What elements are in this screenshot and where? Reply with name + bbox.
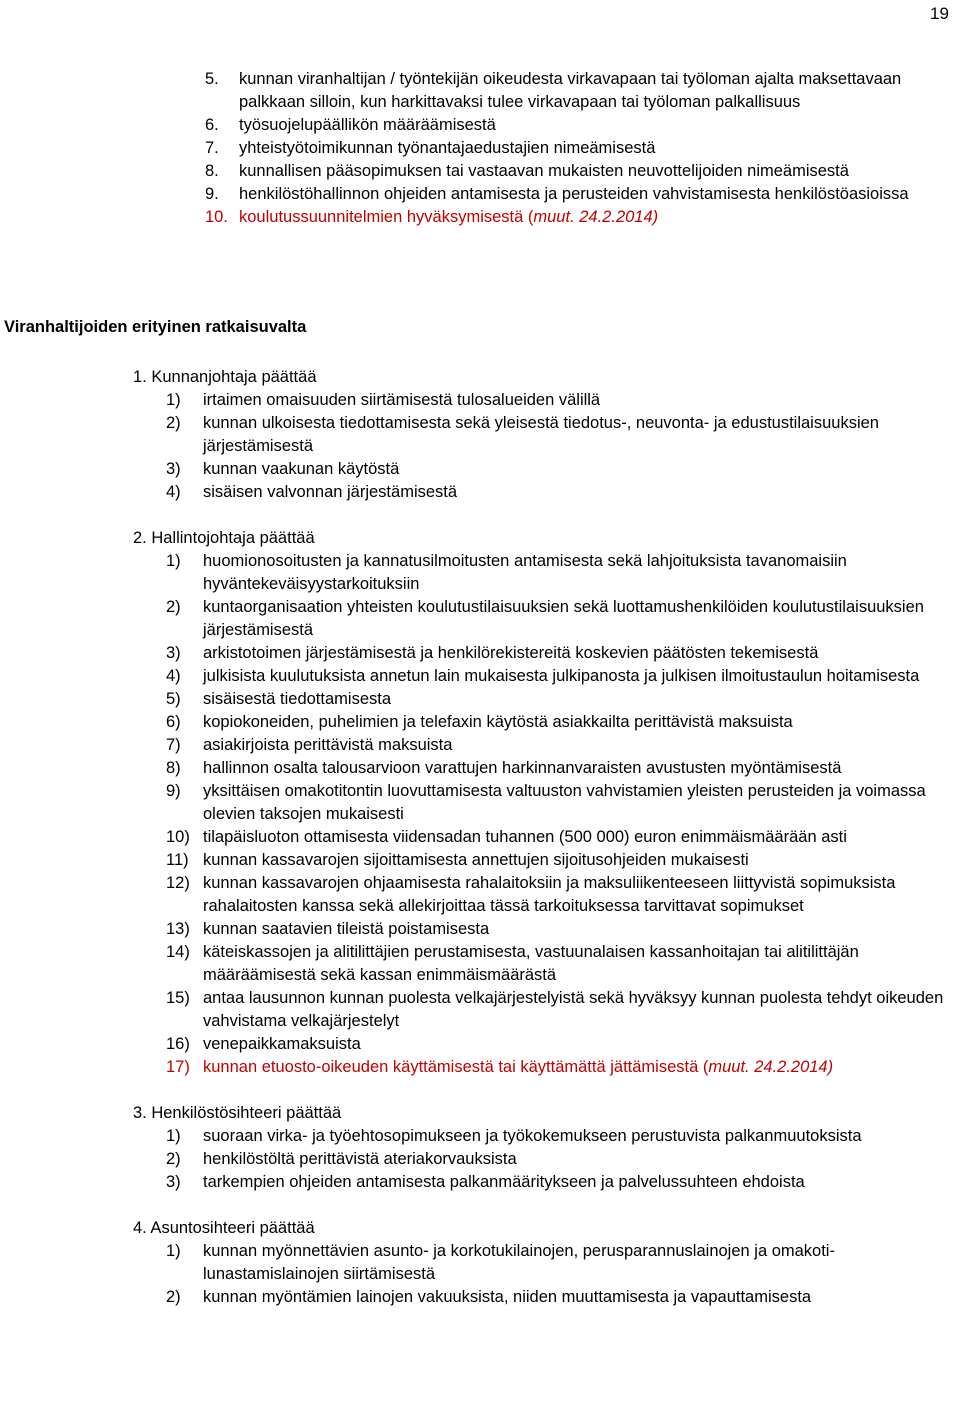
item-number: 15) xyxy=(166,989,190,1007)
item-text: kunnallisen pääsopimuksen tai vastaavan mukaisten neuvottelijoiden nimeämisestä xyxy=(239,162,849,180)
list-item xyxy=(0,1125,960,1148)
item-number: 4) xyxy=(166,483,181,501)
item-number: 5) xyxy=(166,690,181,708)
item-text: koulutussuunnitelmien hyväksymisestä ( xyxy=(239,208,534,226)
amendment-note: muut. 24.2.2014) xyxy=(533,208,659,226)
item-number: 14) xyxy=(166,943,190,961)
item-number: 9. xyxy=(205,185,219,203)
item-text: kunnan myöntämien lainojen vakuuksista, niiden muuttamisesta ja vapauttamisesta xyxy=(203,1288,812,1306)
item-number: 3) xyxy=(166,460,181,478)
item-text: kunnan kassavarojen ohjaamisesta rahalaitoksiin ja maksuliikenteeseen liittyvistä sopimuksista rahalaitosten kanssa sekä allekirjoittaa tässä tarkoituksessa tarvittavat sopimukset xyxy=(203,874,896,915)
item-text: sisäisestä tiedottamisesta xyxy=(203,690,392,708)
group-title: 2. Hallintojohtaja päättää xyxy=(133,529,315,547)
list-item xyxy=(0,412,960,458)
page-number: 19 xyxy=(930,4,949,23)
section-heading: Viranhaltijoiden erityinen ratkaisuvalta xyxy=(4,318,307,336)
list-item xyxy=(0,826,960,849)
list-item xyxy=(0,458,960,481)
item-text: yksittäisen omakotitontin luovuttamisesta valtuuston vahvistamien yleisten perusteiden ja voimassa olevien taksojen mukaisesti xyxy=(203,782,926,823)
group-title: 1. Kunnanjohtaja päättää xyxy=(133,368,317,386)
item-number: 2) xyxy=(166,598,181,616)
list-item xyxy=(0,137,960,160)
item-text: henkilöstöltä perittävistä ateriakorvauksista xyxy=(203,1150,517,1168)
item-number: 13) xyxy=(166,920,190,938)
list-item xyxy=(0,757,960,780)
group-items xyxy=(0,550,960,1079)
item-text: kunnan saatavien tileistä poistamisesta xyxy=(203,920,490,938)
item-text: irtaimen omaisuuden siirtämisestä tulosalueiden välillä xyxy=(203,391,601,409)
item-number: 17) xyxy=(166,1058,190,1076)
item-number: 4) xyxy=(166,667,181,685)
item-text: yhteistyötoimikunnan työnantajaedustajien nimeämisestä xyxy=(239,139,656,157)
item-number: 2) xyxy=(166,414,181,432)
authority-group xyxy=(0,1217,960,1309)
group-items xyxy=(0,1240,960,1309)
list-item xyxy=(0,1240,960,1286)
item-text: julkisista kuulutuksista annetun lain mukaisesta julkipanosta ja julkisen ilmoitustaulun hoitamisesta xyxy=(203,667,920,685)
item-number: 16) xyxy=(166,1035,190,1053)
list-item xyxy=(0,1286,960,1309)
item-text: kopiokoneiden, puhelimien ja telefaxin käytöstä asiakkailta perittävistä maksuista xyxy=(203,713,793,731)
item-text: kunnan myönnettävien asunto- ja korkotukilainojen, perusparannuslainojen ja omakotilunastamislainojen siirtämisestä xyxy=(203,1242,835,1283)
amendment-note: muut. 24.2.2014) xyxy=(708,1058,834,1076)
list-item xyxy=(0,987,960,1033)
list-item xyxy=(0,550,960,596)
authority-group xyxy=(0,527,960,1079)
authority-groups xyxy=(0,366,960,1332)
group-title: 4. Asuntosihteeri päättää xyxy=(133,1219,315,1237)
item-number: 8) xyxy=(166,759,181,777)
item-text: kuntaorganisaation yhteisten koulutustilaisuuksien sekä luottamushenkilöiden koulutustilaisuuksien järjestämisestä xyxy=(203,598,924,639)
list-item xyxy=(0,160,960,183)
item-text: suoraan virka- ja työehtosopimukseen ja työkokemukseen perustuvista palkanmuutoksista xyxy=(203,1127,862,1145)
item-text: kunnan kassavarojen sijoittamisesta annettujen sijoitusohjeiden mukaisesti xyxy=(203,851,749,869)
list-item xyxy=(0,872,960,918)
item-number: 8. xyxy=(205,162,219,180)
list-item xyxy=(0,389,960,412)
item-text: tarkempien ohjeiden antamisesta palkanmääritykseen ja palvelussuhteen ehdoista xyxy=(203,1173,805,1191)
item-number: 2) xyxy=(166,1288,181,1306)
item-number: 10) xyxy=(166,828,190,846)
item-number: 7) xyxy=(166,736,181,754)
item-text: kunnan ulkoisesta tiedottamisesta sekä yleisestä tiedotus-, neuvonta- ja edustustilaisuuksien järjestämisestä xyxy=(203,414,879,455)
item-text: sisäisen valvonnan järjestämisestä xyxy=(203,483,458,501)
item-number: 5. xyxy=(205,70,219,88)
list-item xyxy=(0,780,960,826)
item-text: työsuojelupäällikön määräämisestä xyxy=(239,116,496,134)
item-number: 1) xyxy=(166,552,181,570)
delegation-list-continued xyxy=(0,68,960,229)
list-item xyxy=(0,1171,960,1194)
list-item xyxy=(0,68,960,114)
item-number: 2) xyxy=(166,1150,181,1168)
item-text: tilapäisluoton ottamisesta viidensadan tuhannen (500 000) euron enimmäismäärään asti xyxy=(203,828,847,846)
authority-group xyxy=(0,1102,960,1194)
list-item xyxy=(0,688,960,711)
list-item xyxy=(0,183,960,206)
item-text: asiakirjoista perittävistä maksuista xyxy=(203,736,453,754)
item-number: 12) xyxy=(166,874,190,892)
item-text: hallinnon osalta talousarvioon varattujen harkinnanvaraisten avustusten myöntämisestä xyxy=(203,759,842,777)
item-text: kunnan vaakunan käytöstä xyxy=(203,460,400,478)
list-item xyxy=(0,1033,960,1056)
list-item xyxy=(0,918,960,941)
item-number: 3) xyxy=(166,644,181,662)
item-number: 1) xyxy=(166,1242,181,1260)
item-number: 6) xyxy=(166,713,181,731)
item-number: 1) xyxy=(166,391,181,409)
list-item xyxy=(0,711,960,734)
item-number: 1) xyxy=(166,1127,181,1145)
item-text: kunnan etuosto-oikeuden käyttämisestä tai käyttämättä jättämisestä ( xyxy=(203,1058,709,1076)
list-item xyxy=(0,1056,960,1079)
item-number: 3) xyxy=(166,1173,181,1191)
list-item xyxy=(0,1148,960,1171)
list-item xyxy=(0,665,960,688)
item-text: venepaikkamaksuista xyxy=(203,1035,361,1053)
item-text: antaa lausunnon kunnan puolesta velkajärjestelyistä sekä hyväksyy kunnan puolesta tehdyt oikeuden vahvistama velkajärjestelyt xyxy=(203,989,944,1030)
list-item xyxy=(0,734,960,757)
item-text: huomionosoitusten ja kannatusilmoitusten antamisesta sekä lahjoituksista tavanomaisiin hyväntekeväisyystarkoituksiin xyxy=(203,552,847,593)
list-item xyxy=(0,481,960,504)
authority-group xyxy=(0,366,960,504)
item-number: 10. xyxy=(205,208,228,226)
list-item xyxy=(0,206,960,229)
item-number: 6. xyxy=(205,116,219,134)
item-text: henkilöstöhallinnon ohjeiden antamisesta ja perusteiden vahvistamisesta henkilöstöasioissa xyxy=(239,185,909,203)
item-number: 11) xyxy=(166,851,189,869)
list-item xyxy=(0,849,960,872)
group-items xyxy=(0,1125,960,1194)
group-items xyxy=(0,389,960,504)
item-number: 9) xyxy=(166,782,181,800)
list-item xyxy=(0,596,960,642)
list-item xyxy=(0,642,960,665)
item-text: kunnan viranhaltijan / työntekijän oikeudesta virkavapaan tai työloman ajalta maksettavaan palkkaan silloin, kun harkittavaksi tulee virkavapaan tai työloman palkallisuus xyxy=(239,70,902,111)
item-text: käteiskassojen ja alitilittäjien perustamisesta, vastuunalaisen kassanhoitajan tai alitilittäjän määräämisestä sekä kassan enimmäismäärästä xyxy=(203,943,859,984)
list-item xyxy=(0,941,960,987)
item-number: 7. xyxy=(205,139,219,157)
list-item xyxy=(0,114,960,137)
item-text: arkistotoimen järjestämisestä ja henkilörekistereitä koskevien päätösten tekemisestä xyxy=(203,644,819,662)
group-title: 3. Henkilöstösihteeri päättää xyxy=(133,1104,342,1122)
